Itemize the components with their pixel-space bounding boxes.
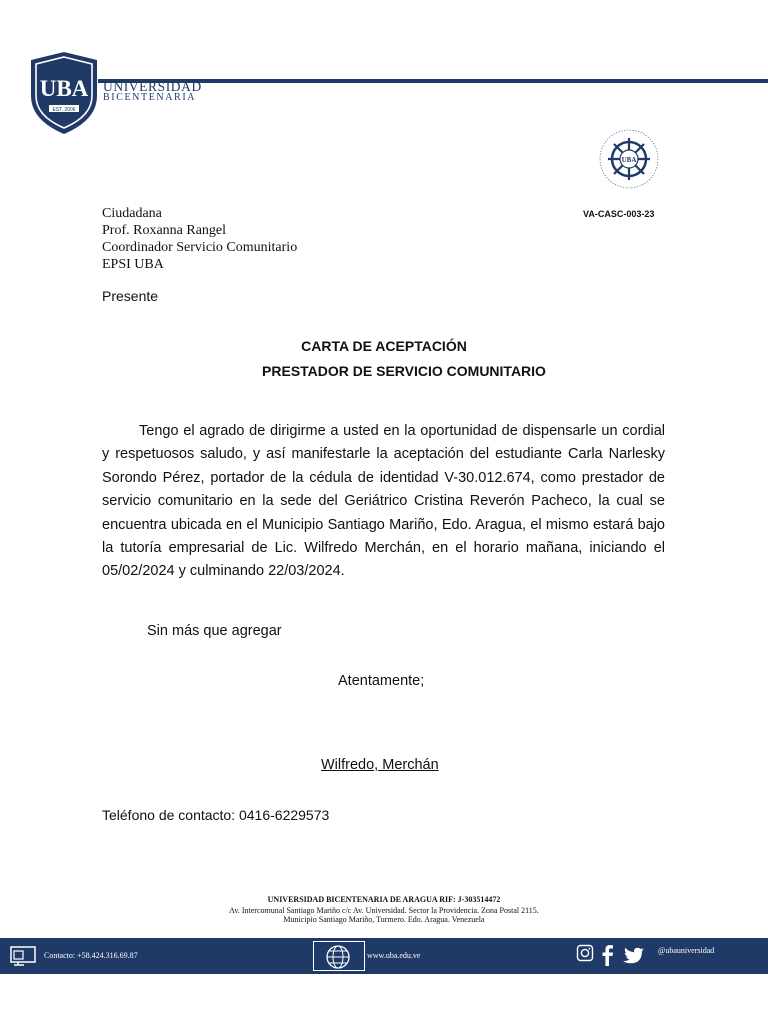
signer-name: Wilfredo, Merchán <box>321 757 439 773</box>
recipient-org: EPSI UBA <box>102 257 164 272</box>
instagram-icon[interactable] <box>576 944 594 962</box>
twitter-icon[interactable] <box>621 947 645 967</box>
recipient-block <box>102 205 297 273</box>
brand-name-line2: BICENTENARIA <box>103 92 197 103</box>
letter-body: Tengo el agrado de dirigirme a usted en la oportunidad de dispensarle un cordial y respetuosos saludo, y así manifestarle la aceptación del estudiante Carla Narlesky Sorondo Pérez, portador de la cédula de identidad V-30.012.674, como prestador de servicio comunitario en la sede del Geriátrico Cristina Reverón Pacheco, la cual se encuentra ubicada en el Municipio Santiago Mariño, Edo. Aragua, el mismo estará bajo la tutoría empresarial de Lic. Wilfredo Merchán, en el horario mañana, iniciando el 05/02/2024 y culminando 22/03/2024. <box>102 423 665 580</box>
brand-name-line1: UNIVERSIDAD <box>103 79 202 94</box>
website-link[interactable]: www.uba.edu.ve <box>367 951 421 960</box>
footer-address-line1: Av. Intercomunal Santiago Mariño c/c Av. Universidad. Sector la Providencia. Zona Postal 2115. <box>229 906 539 915</box>
letter-title: CARTA DE ACEPTACIÓN <box>301 338 467 354</box>
recipient-role: Coordinador Servicio Comunitario <box>102 240 298 255</box>
social-handle[interactable]: @ubauniversidad <box>658 946 715 955</box>
seal-logo-text: UBA <box>621 156 637 164</box>
recipient-title: Ciudadana <box>102 206 162 221</box>
community-service-seal <box>598 128 660 190</box>
footer-org: UNIVERSIDAD BICENTENARIA DE ARAGUA RIF: J-303514472 <box>267 895 501 904</box>
footer-address-line2: Municipio Santiago Mariño, Turmero. Edo. Aragua. Venezuela <box>283 915 485 924</box>
logo-est: EST. 2006 <box>52 107 76 113</box>
letter-subtitle: PRESTADOR DE SERVICIO COMUNITARIO <box>262 363 546 379</box>
uba-logo-shield <box>27 50 101 136</box>
farewell: Atentamente; <box>338 673 425 689</box>
contact-phone: Teléfono de contacto: 0416-6229573 <box>102 807 330 823</box>
reference-code: VA-CASC-003-23 <box>583 209 655 219</box>
facebook-icon[interactable] <box>598 943 618 967</box>
footer-bar <box>0 938 768 974</box>
footer-contact: Contacto: +58.424.316.69.87 <box>44 951 138 960</box>
recipient-name: Prof. Roxanna Rangel <box>102 223 227 238</box>
logo-text: UBA <box>39 76 89 101</box>
globe-icon <box>325 944 351 970</box>
greeting: Presente <box>102 288 159 304</box>
contact-icon <box>10 946 36 966</box>
closing-line: Sin más que agregar <box>147 623 282 639</box>
